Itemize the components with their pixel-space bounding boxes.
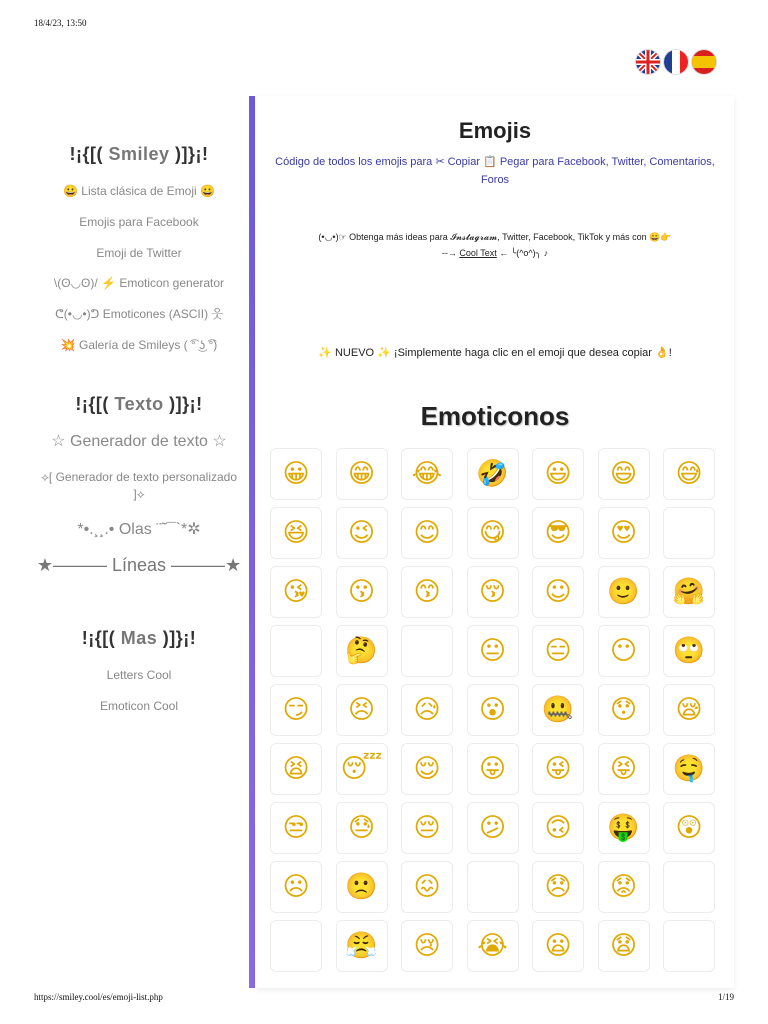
- emoji-cell-empty[interactable]: [270, 920, 322, 972]
- link-emoticon-cool[interactable]: Emoticon Cool: [99, 699, 179, 714]
- emoji-cell[interactable]: 😔: [401, 802, 453, 854]
- english-flag-icon[interactable]: [636, 50, 660, 74]
- emoji-cell[interactable]: 😒: [270, 802, 322, 854]
- link-twitter-emoji[interactable]: Emoji de Twitter: [96, 245, 182, 260]
- emoji-cell[interactable]: 🤤: [663, 743, 715, 795]
- emoji-cell[interactable]: ☹: [270, 861, 322, 913]
- emoji-cell[interactable]: 😊: [401, 507, 453, 559]
- promo-arrow-left: --→: [441, 248, 460, 259]
- emoji-cell[interactable]: 🙁: [336, 861, 388, 913]
- emoji-cell[interactable]: 😥: [401, 684, 453, 736]
- emoji-cell[interactable]: 😏: [270, 684, 322, 736]
- emoji-cell[interactable]: 😦: [532, 920, 584, 972]
- divider-bar: [249, 96, 255, 988]
- emoji-cell[interactable]: 😄: [598, 448, 650, 500]
- emoji-cell[interactable]: 😙: [401, 566, 453, 618]
- emoji-cell[interactable]: 🤣: [467, 448, 519, 500]
- emoji-cell[interactable]: 😶: [598, 625, 650, 677]
- emoji-cell[interactable]: 😧: [598, 920, 650, 972]
- emoji-cell[interactable]: 😑: [532, 625, 584, 677]
- emoji-cell[interactable]: 😐: [467, 625, 519, 677]
- emoticons-heading: Emoticonos: [420, 400, 570, 431]
- link-smiley-gallery[interactable]: 💥 Galería de Smileys ( ͡° ͜ʖ ͡°): [60, 337, 218, 352]
- spanish-flag-icon[interactable]: [692, 50, 716, 74]
- emoji-cell[interactable]: 😂: [401, 448, 453, 500]
- emoji-cell-empty[interactable]: [401, 625, 453, 677]
- link-letters-cool[interactable]: Letters Cool: [106, 668, 172, 683]
- emoji-cell[interactable]: 🙃: [532, 802, 584, 854]
- section-heading-texto: [34, 394, 244, 415]
- emoji-cell[interactable]: 😀: [270, 448, 322, 500]
- emoji-cell[interactable]: 😮: [467, 684, 519, 736]
- emoji-cell[interactable]: 😯: [598, 684, 650, 736]
- section-heading-smiley: [34, 144, 244, 165]
- emoji-cell[interactable]: 😴: [336, 743, 388, 795]
- emoji-cell[interactable]: 😫: [270, 743, 322, 795]
- emoji-cell-empty[interactable]: [270, 625, 322, 677]
- emoji-cell[interactable]: 😚: [467, 566, 519, 618]
- link-ascii-emoticons[interactable]: ᕦ(•◡•)ᕤ Emoticones (ASCII) 웃: [54, 307, 223, 322]
- emoji-cell[interactable]: 😍: [598, 507, 650, 559]
- heading-prefix: !¡{[(: [75, 393, 109, 414]
- emoji-cell[interactable]: 😞: [532, 861, 584, 913]
- heading-suffix: )]}¡!: [169, 393, 203, 414]
- emoji-cell[interactable]: 😌: [401, 743, 453, 795]
- heading-word: Texto: [114, 393, 164, 414]
- emoji-cell[interactable]: 🤐: [532, 684, 584, 736]
- emoji-grid: [270, 448, 715, 972]
- emoji-cell[interactable]: 😁: [336, 448, 388, 500]
- link-custom-text-generator[interactable]: ⟡[ Generador de texto personalizado ]⟡: [40, 470, 238, 501]
- link-lineas[interactable]: ★——— Líneas ———★: [36, 555, 242, 576]
- emoji-cell[interactable]: 🤔: [336, 625, 388, 677]
- emoji-cell[interactable]: 😕: [467, 802, 519, 854]
- french-flag-icon[interactable]: [664, 50, 688, 74]
- emoji-cell-empty[interactable]: [663, 861, 715, 913]
- emoji-cell[interactable]: 🙂: [598, 566, 650, 618]
- intro-text[interactable]: Código de todos los emojis para ✂ Copiar 📋 Pegar para Facebook, Twitter, Comentarios, Foros: [275, 156, 715, 186]
- heading-word: Smiley: [108, 144, 170, 164]
- heading-suffix: )]}¡!: [162, 628, 197, 649]
- print-page-number: 1/19: [717, 992, 734, 1002]
- emoji-cell[interactable]: 😗: [336, 566, 388, 618]
- emoji-cell[interactable]: 🤑: [598, 802, 650, 854]
- promo-text: [256, 229, 734, 261]
- emoji-cell[interactable]: 😝: [598, 743, 650, 795]
- main-content: [256, 96, 734, 988]
- emoji-cell[interactable]: 😖: [401, 861, 453, 913]
- emoji-cell[interactable]: 😟: [598, 861, 650, 913]
- emoji-cell[interactable]: 😋: [467, 507, 519, 559]
- emoji-cell-empty[interactable]: [663, 920, 715, 972]
- emoji-cell[interactable]: 😛: [467, 743, 519, 795]
- emoji-cell[interactable]: ☺: [532, 566, 584, 618]
- cool-text-link[interactable]: Cool Text: [459, 248, 497, 259]
- emoji-cell[interactable]: 😘: [270, 566, 322, 618]
- promo-arrow-right: ← ╰(^o^)╮ ♪: [496, 248, 549, 259]
- emoji-cell[interactable]: 😓: [336, 802, 388, 854]
- link-emoticon-generator[interactable]: \(ʘ◡ʘ)/ ⚡ Emoticon generator: [53, 276, 225, 291]
- emoji-cell[interactable]: 😲: [663, 802, 715, 854]
- link-classic-emoji-list[interactable]: 😀 Lista clásica de Emoji 😀: [63, 184, 215, 198]
- promo-line-2: [256, 245, 734, 261]
- emoji-cell[interactable]: 😣: [336, 684, 388, 736]
- emoji-cell[interactable]: 😅: [663, 448, 715, 500]
- emoji-cell[interactable]: 🙄: [663, 625, 715, 677]
- emoji-cell[interactable]: 😜: [532, 743, 584, 795]
- page-title: Emojis: [458, 118, 532, 143]
- heading-prefix: !¡{[(: [81, 628, 116, 649]
- nuevo-notice: ✨ NUEVO ✨ ¡Simplemente haga clic en el emoji que desea copiar 👌!: [318, 346, 672, 359]
- emoji-cell[interactable]: 😎: [532, 507, 584, 559]
- heading-suffix: )]}¡!: [175, 144, 209, 164]
- print-datetime: 18/4/23, 13:50: [34, 18, 87, 28]
- language-switcher: [636, 50, 716, 74]
- link-olas[interactable]: *•.¸¸.• Olas ¨˜¯`*✲: [77, 520, 201, 538]
- emoji-cell[interactable]: 😭: [467, 920, 519, 972]
- emoji-cell[interactable]: 😪: [663, 684, 715, 736]
- emoji-cell-empty[interactable]: [663, 507, 715, 559]
- emoji-cell[interactable]: 😤: [336, 920, 388, 972]
- link-text-generator[interactable]: ☆ Generador de texto ☆: [51, 432, 227, 450]
- emoji-cell[interactable]: 😉: [336, 507, 388, 559]
- emoji-cell[interactable]: 🤗: [663, 566, 715, 618]
- link-facebook-emojis[interactable]: Emojis para Facebook: [79, 214, 199, 229]
- heading-word: Mas: [120, 628, 158, 649]
- promo-line-1: (•◡•)☞ Obtenga más ideas para 𝓘𝓷𝓼𝓽𝓪𝓰𝓻𝓪𝓶, Twitter, Facebook, TikTok y más con 😀👉: [318, 232, 672, 243]
- section-heading-mas: [34, 628, 244, 649]
- emoji-cell-empty[interactable]: [467, 861, 519, 913]
- sidebar: [34, 96, 244, 988]
- emoji-cell[interactable]: 😃: [532, 448, 584, 500]
- emoji-cell[interactable]: 😆: [270, 507, 322, 559]
- emoji-cell[interactable]: 😢: [401, 920, 453, 972]
- heading-prefix: !¡{[(: [69, 144, 103, 164]
- print-url: https://smiley.cool/es/emoji-list.php: [34, 992, 163, 1002]
